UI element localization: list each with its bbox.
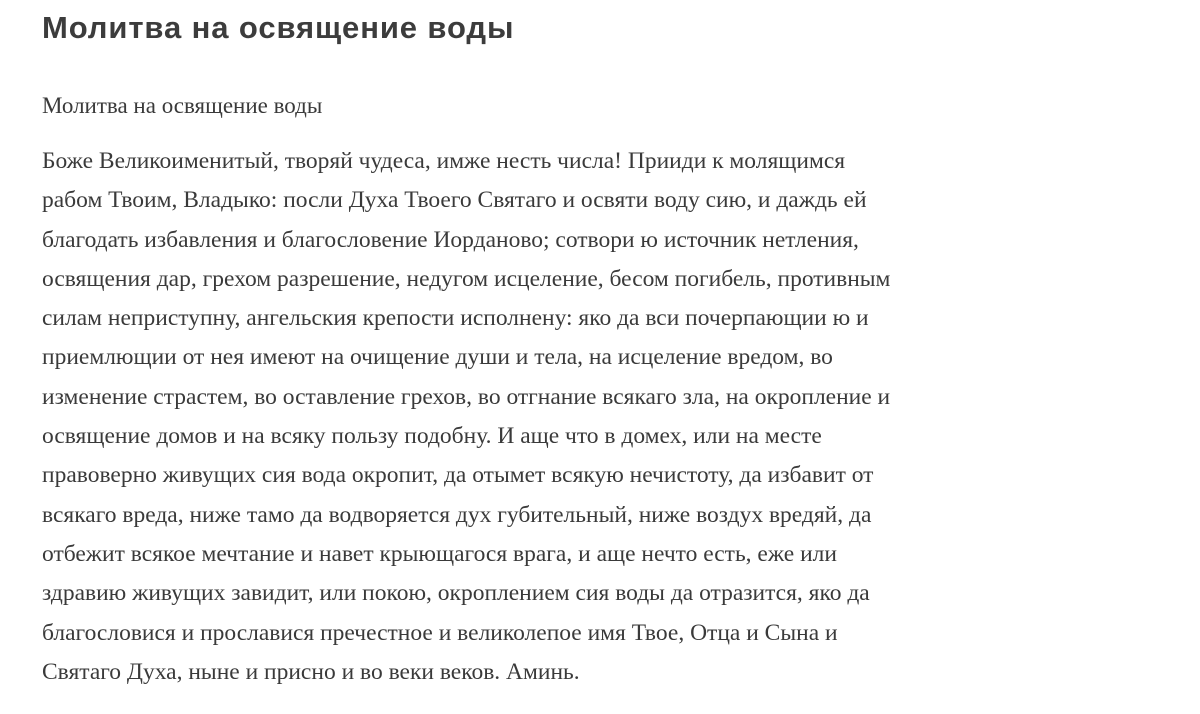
prayer-line: силам неприступну, ангельския крепости исполнену: яко да вси почерпающии ю и xyxy=(42,305,869,332)
prayer-text xyxy=(42,142,1140,692)
prayer-line: Боже Великоименитый, творяй чудеса, имже несть числа! Прииди к молящимся xyxy=(42,148,846,174)
prayer-line: рабом Твоим, Владыко: посли Духа Твоего Святаго и освяти воду сию, и даждь ей xyxy=(42,187,867,214)
prayer-line: освящения дар, грехом разрешение, недугом исцеление, бесом погибель, противным xyxy=(42,265,891,292)
prayer-line: Святаго Духа, ныне и присно и во веки веков. Аминь. xyxy=(42,658,580,685)
prayer-line: приемлющии от нея имеют на очищение души и тела, на исцеление вредом, во xyxy=(42,344,833,371)
prayer-line: отбежит всякое мечтание и навет крыющагося врага, и аще нечто есть, еже или xyxy=(42,540,837,567)
prayer-line: освящение домов и на всяку пользу подобну. И аще что в домех, или на месте xyxy=(42,423,822,450)
prayer-line: благодать избавления и благословение Иорданово; сотвори ю источник нетления, xyxy=(42,226,859,253)
prayer-line: правоверно живущих сия вода окропит, да отымет всякую нечистоту, да избавит от xyxy=(42,462,874,489)
prayer-line: здравию живущих завидит, или покою, окроплением сия воды да отразится, яко да xyxy=(42,580,870,607)
prayer-line: изменение страстем, во оставление грехов, во отгнание всякаго зла, на окропление и xyxy=(42,383,891,410)
prayer-title: Молитва на освящение воды xyxy=(42,93,323,118)
prayer-line: благословися и прославися пречестное и великолепое имя Твое, Отца и Сына и xyxy=(42,619,838,646)
article-heading: Молитва на освящение воды xyxy=(42,10,515,45)
prayer-line: всякаго вреда, ниже тамо да водворяется дух губительный, ниже воздух вредяй, да xyxy=(42,501,872,528)
